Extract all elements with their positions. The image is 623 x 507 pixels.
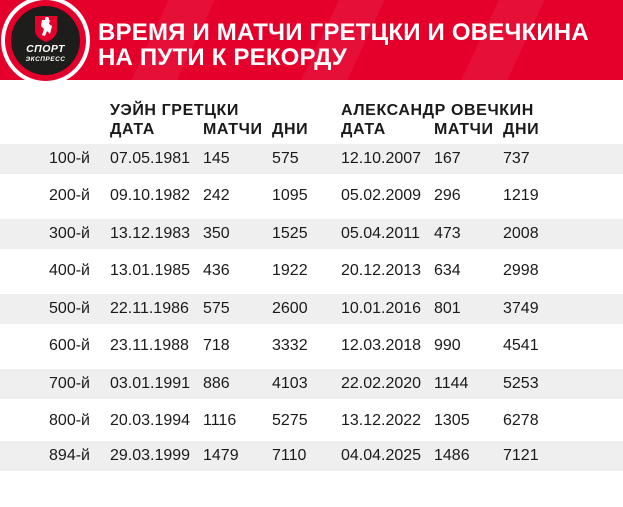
goal-milestone: 400-й (49, 262, 90, 279)
gretzky-games-header: МАТЧИ (203, 121, 263, 138)
table-row (0, 294, 623, 324)
gretzky-days: 5275 (272, 412, 308, 429)
goal-milestone: 300-й (49, 225, 90, 242)
ovechkin-date: 04.04.2025 (341, 447, 422, 464)
ovechkin-days: 2998 (503, 262, 539, 279)
gretzky-days: 1922 (272, 262, 308, 279)
gretzky-date: 29.03.1999 (110, 447, 191, 464)
gretzky-date: 03.01.1991 (110, 375, 191, 392)
gretzky-date: 13.12.1983 (110, 225, 191, 242)
gretzky-games: 575 (203, 300, 230, 317)
ovechkin-games: 990 (434, 337, 461, 354)
gretzky-games: 886 (203, 375, 230, 392)
gretzky-games: 1479 (203, 447, 239, 464)
gretzky-games: 718 (203, 337, 230, 354)
gretzky-games: 436 (203, 262, 230, 279)
gretzky-date: 22.11.1986 (110, 300, 189, 317)
ovechkin-header: АЛЕКСАНДР ОВЕЧКИН (341, 102, 534, 119)
goal-milestone: 800-й (49, 412, 90, 429)
ovechkin-days-header: ДНИ (503, 121, 540, 138)
gretzky-games: 242 (203, 187, 230, 204)
gretzky-header: УЭЙН ГРЕТЦКИ (110, 102, 239, 119)
sport-express-logo (1, 0, 90, 85)
ovechkin-date: 12.10.2007 (341, 150, 422, 167)
ovechkin-days: 3749 (503, 300, 539, 317)
logo-text-sport: СПОРТ (26, 43, 65, 55)
gretzky-days: 1095 (272, 187, 308, 204)
gretzky-date: 20.03.1994 (110, 412, 191, 429)
gretzky-date: 07.05.1981 (110, 150, 191, 167)
ovechkin-date: 05.02.2009 (341, 187, 422, 204)
table-row (0, 331, 623, 361)
ovechkin-games-header: МАТЧИ (434, 121, 494, 138)
gretzky-date: 13.01.1985 (110, 262, 191, 279)
table-row (0, 256, 623, 286)
table-row (0, 219, 623, 249)
ovechkin-games: 1305 (434, 412, 470, 429)
gretzky-games: 145 (203, 150, 230, 167)
title-line-1: ВРЕМЯ И МАТЧИ ГРЕТЦКИ И ОВЕЧКИНА (98, 19, 589, 46)
goal-milestone: 500-й (49, 300, 90, 317)
gretzky-date: 09.10.1982 (110, 187, 191, 204)
ovechkin-games: 801 (434, 300, 461, 317)
gretzky-days-header: ДНИ (272, 121, 309, 138)
page-title (98, 20, 589, 70)
ovechkin-games: 473 (434, 225, 461, 242)
gretzky-games: 350 (203, 225, 230, 242)
goal-milestone: 600-й (49, 337, 90, 354)
ovechkin-days: 5253 (503, 375, 539, 392)
logo-badge (11, 6, 80, 75)
table-row (0, 441, 623, 471)
ovechkin-games: 1486 (434, 447, 470, 464)
goal-milestone: 200-й (49, 187, 90, 204)
ovechkin-date: 13.12.2022 (341, 412, 422, 429)
ovechkin-date-header: ДАТА (341, 121, 386, 138)
gretzky-days: 575 (272, 150, 299, 167)
gretzky-days: 4103 (272, 375, 308, 392)
ovechkin-games: 1144 (434, 375, 469, 392)
gretzky-date: 23.11.1988 (110, 337, 189, 354)
ovechkin-days: 2008 (503, 225, 539, 242)
hockey-player-icon (31, 14, 61, 44)
ovechkin-days: 1219 (503, 187, 539, 204)
ovechkin-date: 05.04.2011 (341, 225, 420, 242)
ovechkin-days: 6278 (503, 412, 539, 429)
ovechkin-date: 22.02.2020 (341, 375, 422, 392)
ovechkin-days: 7121 (503, 447, 539, 464)
ovechkin-games: 296 (434, 187, 461, 204)
ovechkin-date: 20.12.2013 (341, 262, 422, 279)
gretzky-games: 1116 (203, 412, 237, 429)
gretzky-days: 2600 (272, 300, 308, 317)
gretzky-days: 1525 (272, 225, 308, 242)
gretzky-date-header: ДАТА (110, 121, 155, 138)
ovechkin-date: 12.03.2018 (341, 337, 422, 354)
table-row (0, 406, 623, 436)
title-line-2: НА ПУТИ К РЕКОРДУ (98, 44, 347, 71)
goal-milestone: 100-й (49, 150, 90, 167)
logo-text-express: ЭКСПРЕСС (25, 56, 66, 63)
table-row (0, 369, 623, 399)
ovechkin-days: 4541 (503, 337, 539, 354)
goal-milestone: 700-й (49, 375, 90, 392)
gretzky-days: 7110 (272, 447, 307, 464)
ovechkin-games: 167 (434, 150, 461, 167)
table-row (0, 144, 623, 174)
gretzky-days: 3332 (272, 337, 308, 354)
ovechkin-days: 737 (503, 150, 530, 167)
table-row (0, 181, 623, 211)
header-banner (0, 0, 623, 80)
goal-milestone: 894-й (49, 447, 90, 464)
ovechkin-games: 634 (434, 262, 461, 279)
ovechkin-date: 10.01.2016 (341, 300, 422, 317)
